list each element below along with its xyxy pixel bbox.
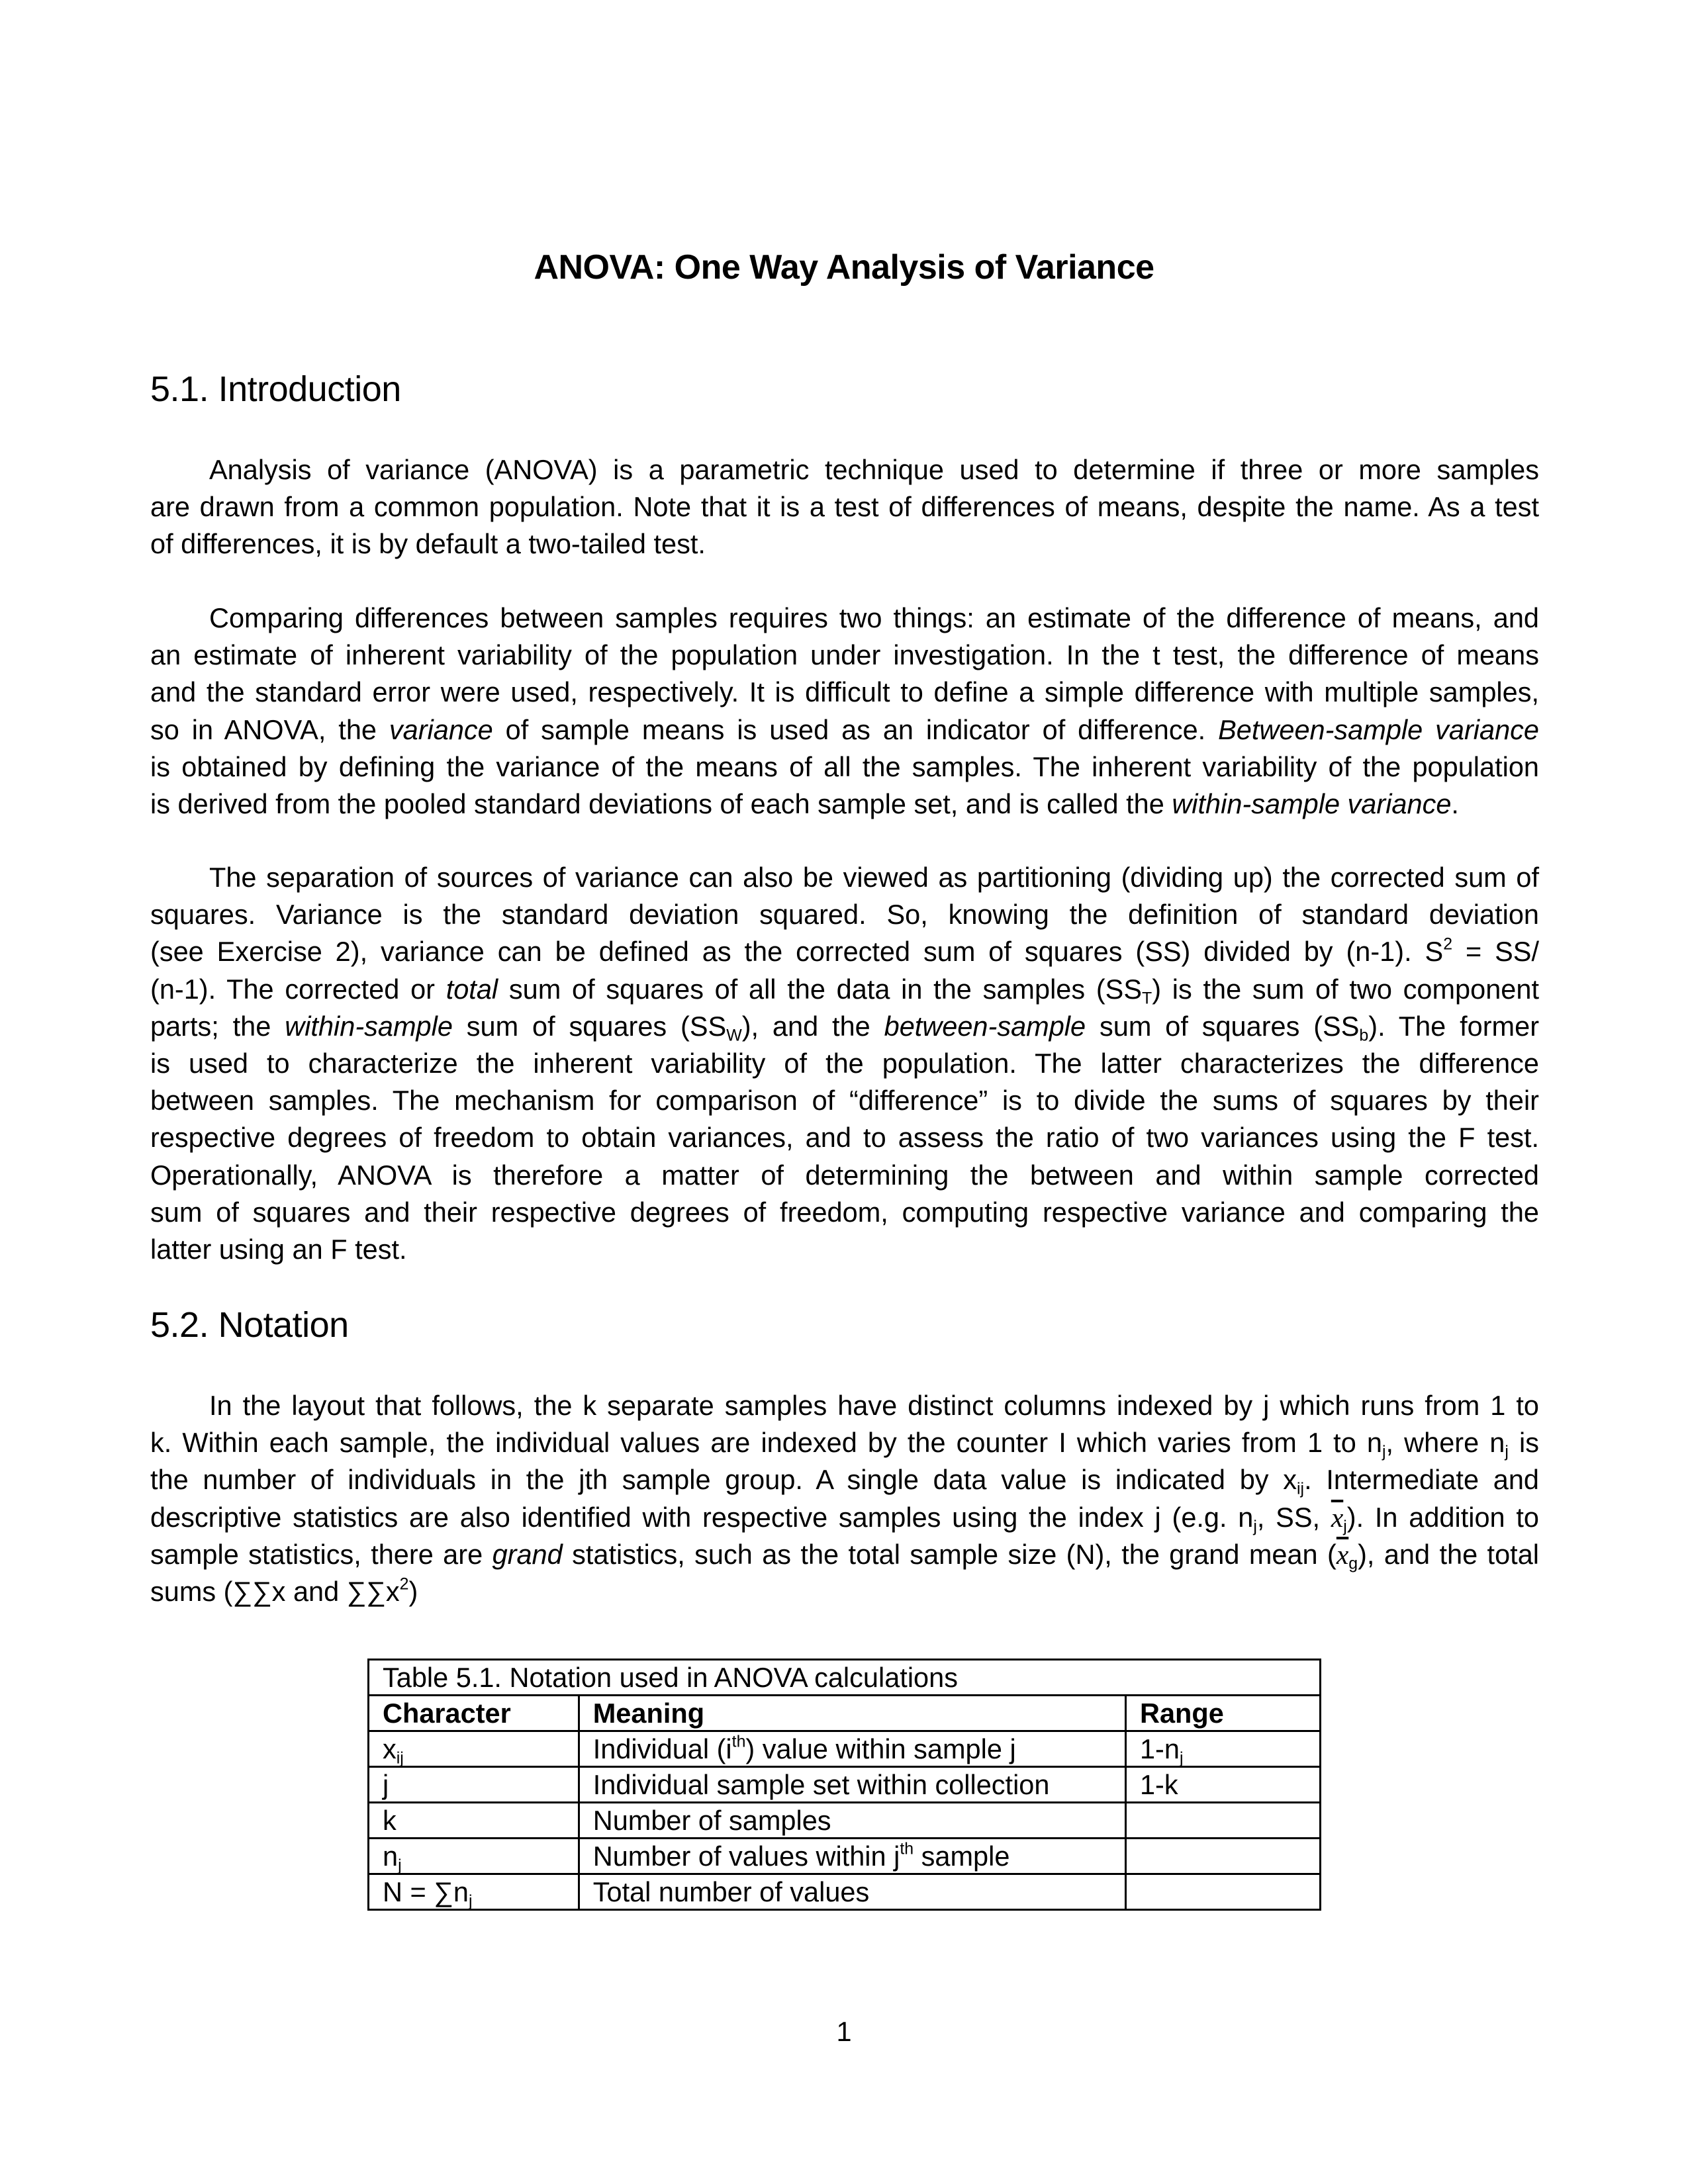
- text-line: are drawn from a common population. Note that it is a test of differences of means, despite the name. As a test: [150, 491, 1539, 523]
- text-line: [150, 1461, 1539, 1498]
- text-run: ), and the: [741, 1010, 884, 1042]
- text-line: In the layout that follows, the k separate samples have distinct columns indexed by j which runs from 1 to: [209, 1390, 1539, 1421]
- subscript: T: [1142, 989, 1152, 1008]
- subscript: j: [468, 1891, 473, 1911]
- text-line: Operationally, ANOVA is therefore a matter of determining the between and within sample corrected: [150, 1159, 1539, 1191]
- cell-meaning: [579, 1839, 1125, 1874]
- table-caption-row: [369, 1660, 1321, 1696]
- subscript: W: [726, 1026, 742, 1045]
- text-line: squares. Variance is the standard deviation squared. So, knowing the definition of standard deviation: [150, 899, 1539, 931]
- cell-character: [369, 1803, 579, 1839]
- paragraph-intro-1: [150, 451, 1539, 563]
- cell-text: n: [383, 1841, 399, 1872]
- cell-text: Number of samples: [592, 1805, 831, 1836]
- cell-character: [369, 1731, 579, 1767]
- text-line: [150, 1008, 1539, 1045]
- text-line: respective degrees of freedom to obtain variances, and to assess the ratio of two variances using the F test.: [150, 1122, 1539, 1154]
- paragraph-intro-2: [150, 600, 1539, 823]
- cell-text: k: [383, 1805, 397, 1836]
- text-run: ) is the sum of two component: [1152, 973, 1539, 1005]
- cell-text: Individual (i: [592, 1733, 732, 1764]
- text-run: k. Within each sample, the individual values are indexed by the counter I which varies from 1 to n: [150, 1427, 1382, 1459]
- cell-character: [369, 1874, 579, 1910]
- text-line: The separation of sources of variance can also be viewed as partitioning (dividing up) the corrected sum of: [209, 862, 1539, 893]
- cell-text: Individual sample set within collection: [592, 1769, 1050, 1800]
- text-line: [150, 1499, 1539, 1536]
- table-header-row: [369, 1696, 1321, 1731]
- text-run: , where n: [1385, 1427, 1505, 1459]
- page-title: ANOVA: One Way Analysis of Variance: [534, 248, 1154, 287]
- superscript: 2: [1443, 934, 1453, 954]
- cell-range: [1125, 1874, 1320, 1910]
- text-run: the number of individuals in the jth sample group. A single data value is indicated by x: [150, 1464, 1297, 1496]
- text-run: sums (∑∑x and ∑∑x: [150, 1575, 400, 1607]
- superscript: 2: [399, 1574, 409, 1594]
- text-line: between samples. The mechanism for comparison of “difference” is to divide the sums of squares by their: [150, 1085, 1539, 1116]
- subscript: ij: [396, 1749, 404, 1768]
- cell-range: [1125, 1767, 1320, 1803]
- text-run: ): [408, 1575, 418, 1607]
- text-run: = SS/: [1452, 936, 1539, 968]
- subscript: j: [1179, 1749, 1184, 1768]
- text-line: [150, 786, 1539, 823]
- cell-text: N = ∑n: [383, 1876, 469, 1907]
- column-header-character: Character: [369, 1696, 579, 1731]
- text-run: (see Exercise 2), variance can be defined as the corrected sum of squares (SS) divided by (n-1). S: [150, 936, 1444, 968]
- emphasis-variance: variance: [389, 713, 493, 745]
- cell-text: j: [383, 1769, 389, 1800]
- text-run: ), and the total: [1358, 1538, 1539, 1570]
- superscript: th: [900, 1839, 914, 1858]
- text-line: Comparing differences between samples requires two things: an estimate of the difference of means, and: [209, 602, 1539, 633]
- cell-text: 1-n: [1139, 1733, 1180, 1764]
- emphasis-grand: grand: [492, 1538, 563, 1570]
- text-run: statistics, such as the total sample size (N), the grand mean (: [562, 1538, 1336, 1570]
- section-heading-introduction: 5.1. Introduction: [150, 369, 401, 409]
- text-run: .: [1451, 788, 1459, 819]
- subscript: ij: [1297, 1479, 1305, 1498]
- column-header-range: Range: [1125, 1696, 1320, 1731]
- text-run: is derived from the pooled standard deviations of each sample set, and is called the: [150, 788, 1172, 819]
- subscript: g: [1348, 1554, 1358, 1573]
- text-line: [150, 1424, 1539, 1461]
- text-line: and the standard error were used, respectively. It is difficult to define a simple difference with multiple samples,: [150, 676, 1539, 708]
- text-run: , SS,: [1256, 1501, 1331, 1533]
- paragraph-intro-3: [150, 859, 1539, 1268]
- emphasis-between-sample: between-sample: [884, 1010, 1086, 1042]
- emphasis-within-sample-variance: within-sample variance: [1172, 788, 1452, 819]
- cell-character: [369, 1839, 579, 1874]
- subscript: j: [1382, 1442, 1386, 1461]
- text-line: is obtained by defining the variance of the means of all the samples. The inherent variability of the population: [150, 751, 1539, 782]
- cell-meaning: [579, 1803, 1125, 1839]
- x-bar-symbol: $\overline{x}$: [1336, 1539, 1349, 1570]
- text-line: [150, 1573, 1539, 1610]
- table-row: [369, 1839, 1321, 1874]
- cell-text: sample: [914, 1841, 1010, 1872]
- subscript: b: [1359, 1026, 1369, 1045]
- column-header-meaning: Meaning: [579, 1696, 1125, 1731]
- cell-range: [1125, 1803, 1320, 1839]
- superscript: th: [731, 1732, 746, 1751]
- cell-meaning: [579, 1767, 1125, 1803]
- cell-meaning: [579, 1731, 1125, 1767]
- text-line: sum of squares and their respective degrees of freedom, computing respective variance and comparing the: [150, 1196, 1539, 1228]
- text-line: an estimate of inherent variability of the population under investigation. In the t test, the difference of means: [150, 639, 1539, 671]
- subscript: j: [398, 1856, 402, 1875]
- text-run: ). The former: [1368, 1010, 1540, 1042]
- text-line: latter using an F test.: [150, 1233, 407, 1265]
- emphasis-between-sample-variance: Between-sample variance: [1218, 713, 1539, 745]
- paragraph-notation-1: [150, 1387, 1539, 1610]
- table-row: [369, 1731, 1321, 1767]
- text-line: [150, 971, 1539, 1008]
- text-run: sample statistics, there are: [150, 1538, 492, 1570]
- emphasis-within-sample: within-sample: [285, 1010, 453, 1042]
- page-number: 1: [836, 2016, 852, 2047]
- text-run: sum of squares (SS: [452, 1010, 727, 1042]
- table-row: [369, 1767, 1321, 1803]
- text-line: [150, 933, 1539, 970]
- cell-range: [1125, 1731, 1320, 1767]
- table-caption: Table 5.1. Notation used in ANOVA calculations: [369, 1660, 1321, 1696]
- text-line: [150, 711, 1539, 749]
- text-run: sum of squares (SS: [1086, 1010, 1360, 1042]
- text-run: . Intermediate and: [1304, 1464, 1540, 1496]
- cell-text: ) value within sample j: [745, 1733, 1016, 1764]
- cell-range: [1125, 1839, 1320, 1874]
- text-run: of sample means is used as an indicator of difference.: [492, 713, 1219, 745]
- cell-meaning: [579, 1874, 1125, 1910]
- subscript: j: [1343, 1517, 1347, 1536]
- text-line: [150, 1536, 1539, 1573]
- cell-character: [369, 1767, 579, 1803]
- cell-text: x: [383, 1733, 397, 1764]
- text-run: is: [1508, 1427, 1540, 1459]
- text-run: so in ANOVA, the: [150, 713, 389, 745]
- text-line: of differences, it is by default a two-tailed test.: [150, 528, 706, 560]
- text-run: ). In addition to: [1346, 1501, 1539, 1533]
- cell-text: Number of values within j: [592, 1841, 900, 1872]
- text-run: (n-1). The corrected or: [150, 973, 446, 1005]
- text-line: is used to characterize the inherent variability of the population. The latter characterizes the difference: [150, 1047, 1539, 1079]
- text-run: sum of squares of all the data in the samples (SS: [498, 973, 1143, 1005]
- x-bar-symbol: $\overline{x}$: [1331, 1502, 1344, 1533]
- text-run: parts; the: [150, 1010, 285, 1042]
- notation-table: [367, 1659, 1321, 1911]
- cell-text: 1-k: [1139, 1769, 1178, 1800]
- text-run: descriptive statistics are also identified with respective samples using the index j (e.g. n: [150, 1501, 1254, 1533]
- cell-text: Total number of values: [592, 1876, 870, 1907]
- table-row: [369, 1874, 1321, 1910]
- text-line: Analysis of variance (ANOVA) is a parametric technique used to determine if three or more samples: [209, 454, 1539, 485]
- emphasis-total: total: [445, 973, 498, 1005]
- section-heading-notation: 5.2. Notation: [150, 1305, 349, 1345]
- subscript: j: [1505, 1442, 1509, 1461]
- subscript: j: [1253, 1517, 1257, 1536]
- table-row: [369, 1803, 1321, 1839]
